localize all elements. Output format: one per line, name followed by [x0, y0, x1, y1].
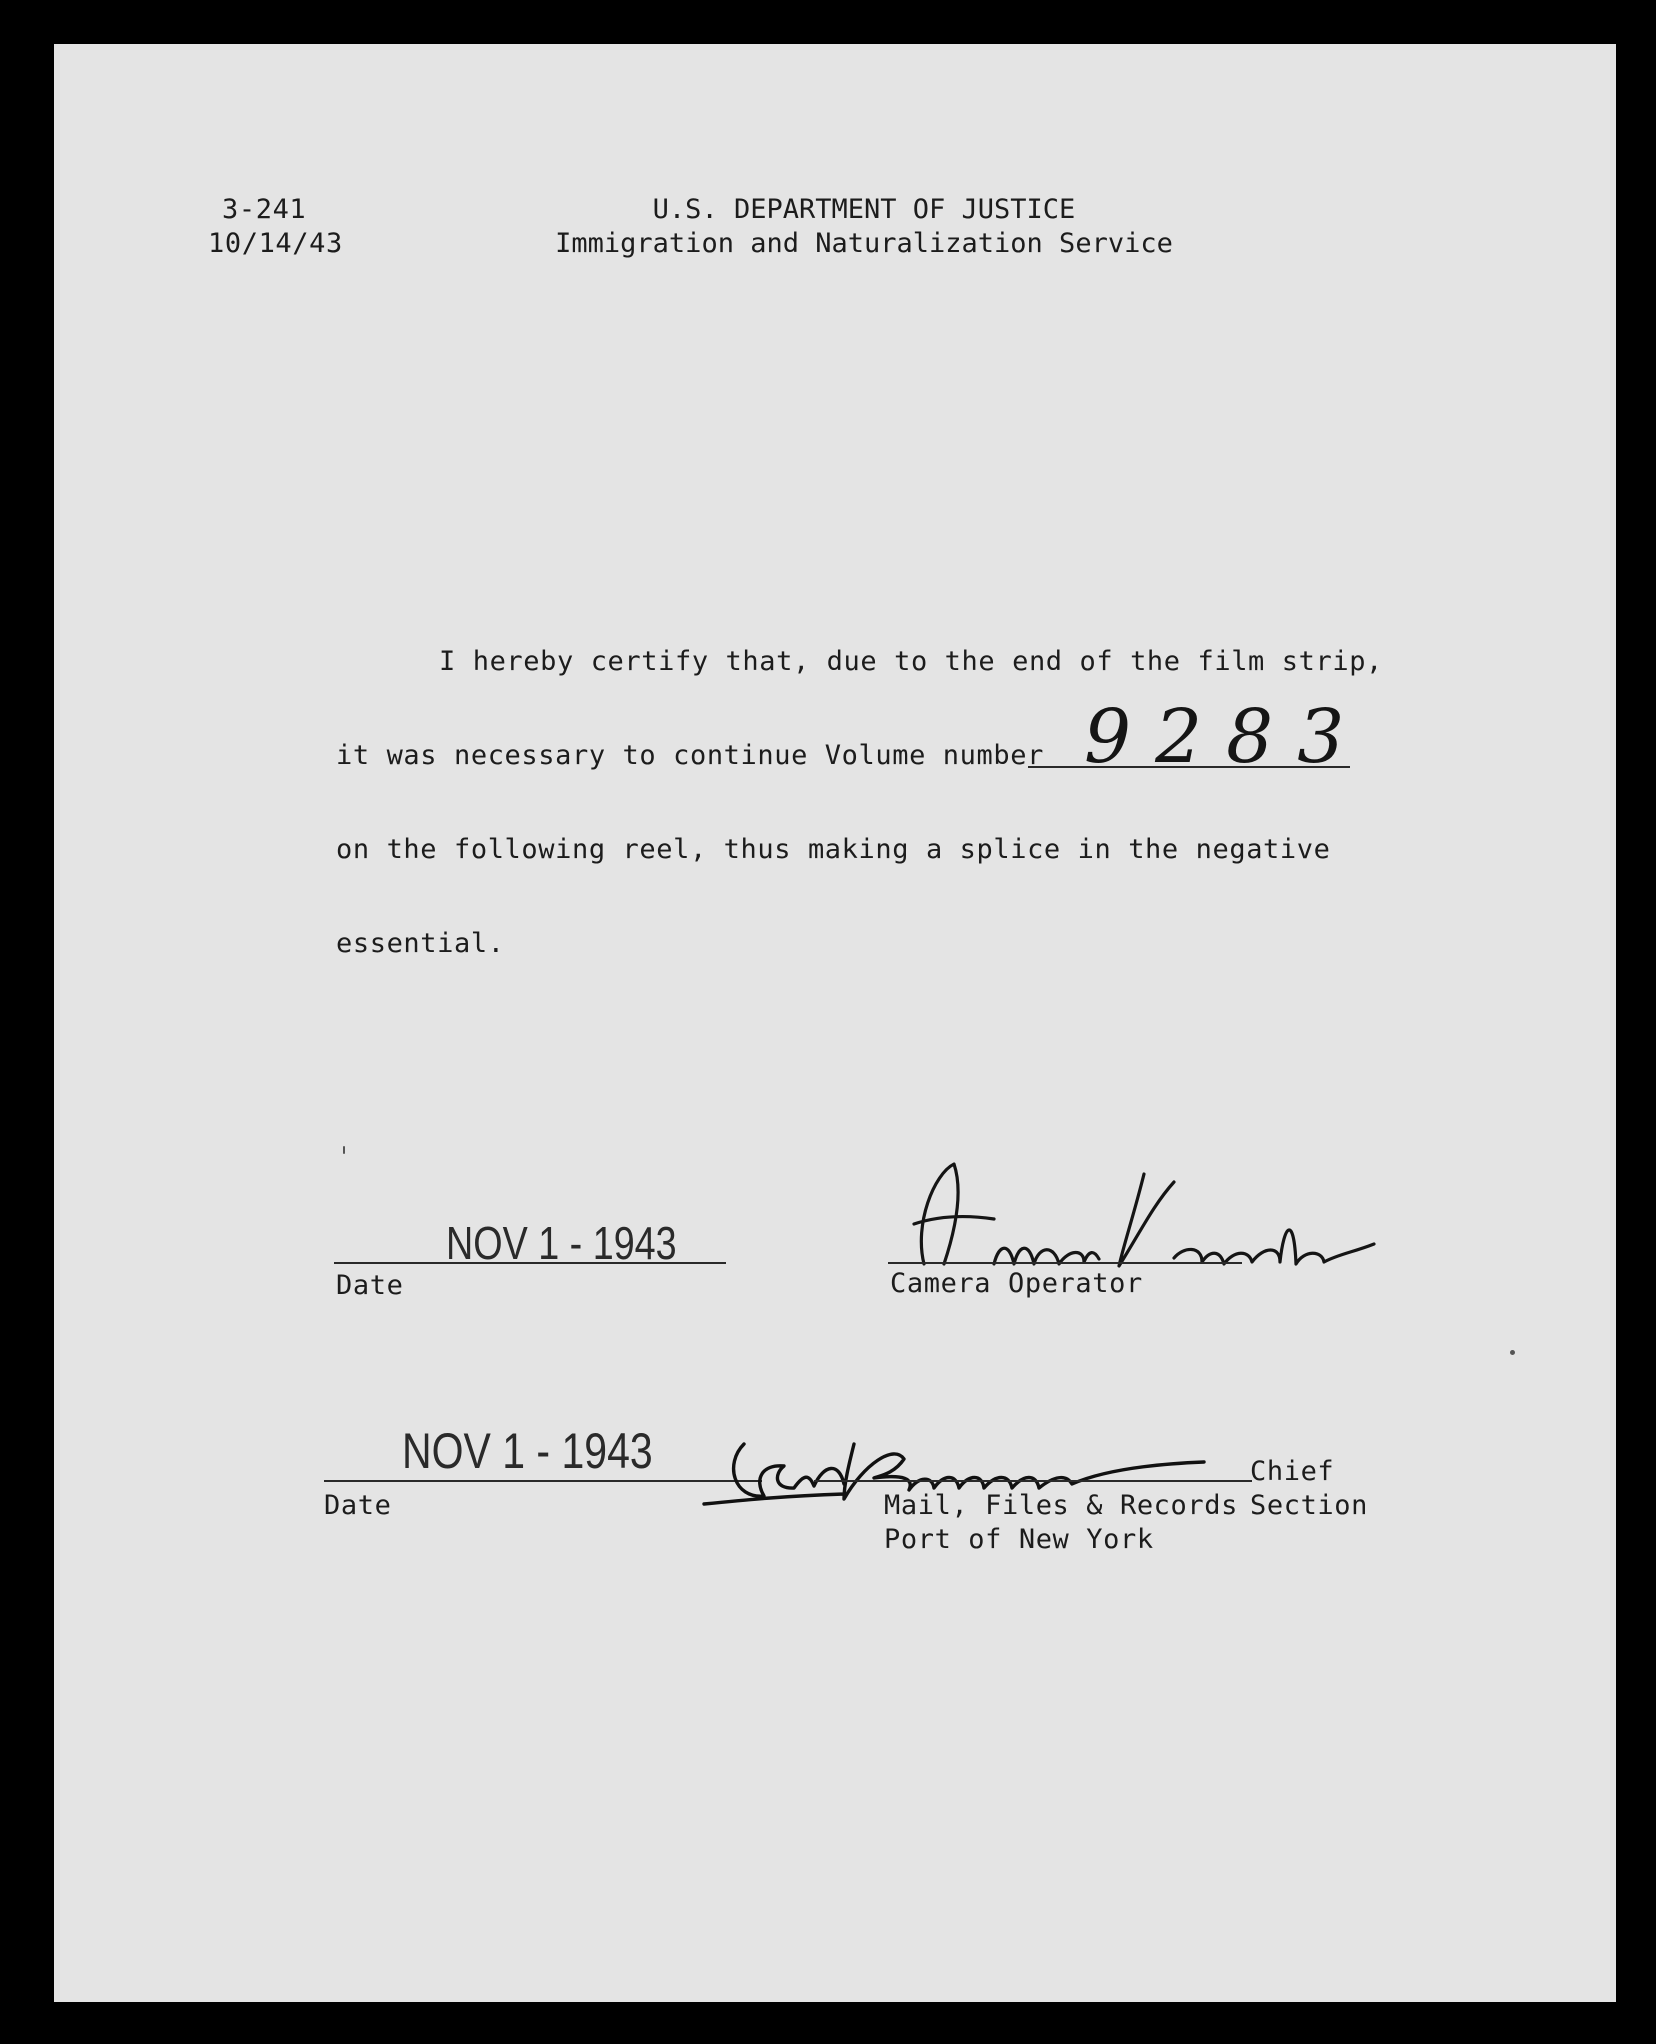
document-page: [54, 44, 1616, 2002]
certification-line-4: essential.: [336, 928, 505, 959]
operator-title-label: Camera Operator: [890, 1268, 1143, 1299]
service-heading: Immigration and Naturalization Service: [555, 228, 1173, 259]
certification-line-3: on the following reel, thus making a splice in the negative: [336, 834, 1331, 865]
operator-date-stamp: NOV 1 - 1943: [446, 1217, 677, 1269]
certification-line-2: it was necessary to continue Volume number: [336, 740, 1044, 771]
operator-date-label: Date: [336, 1270, 404, 1301]
chief-date-line: [324, 1480, 762, 1482]
department-heading: U.S. DEPARTMENT OF JUSTICE: [652, 194, 1076, 225]
chief-title-port: Port of New York: [884, 1524, 1154, 1555]
operator-signature: [884, 1154, 1384, 1284]
operator-signature-line: [888, 1262, 1242, 1264]
chief-title-section: Section: [1250, 1490, 1368, 1521]
chief-title-unit: Mail, Files & Records: [884, 1490, 1238, 1521]
scan-speck: [1510, 1350, 1515, 1355]
volume-number-handwritten: 9283: [1084, 694, 1369, 780]
chief-date-stamp: NOV 1 - 1943: [402, 1423, 653, 1479]
chief-date-label: Date: [324, 1490, 392, 1521]
form-date: 10/14/43: [208, 228, 343, 259]
chief-signature-line: [814, 1480, 1252, 1482]
scan-speck: [343, 1146, 345, 1154]
chief-title-chief: Chief: [1250, 1456, 1335, 1487]
certification-line-1: I hereby certify that, due to the end of the film strip,: [439, 646, 1383, 677]
operator-date-line: [334, 1262, 726, 1264]
form-number: 3-241: [222, 194, 307, 225]
